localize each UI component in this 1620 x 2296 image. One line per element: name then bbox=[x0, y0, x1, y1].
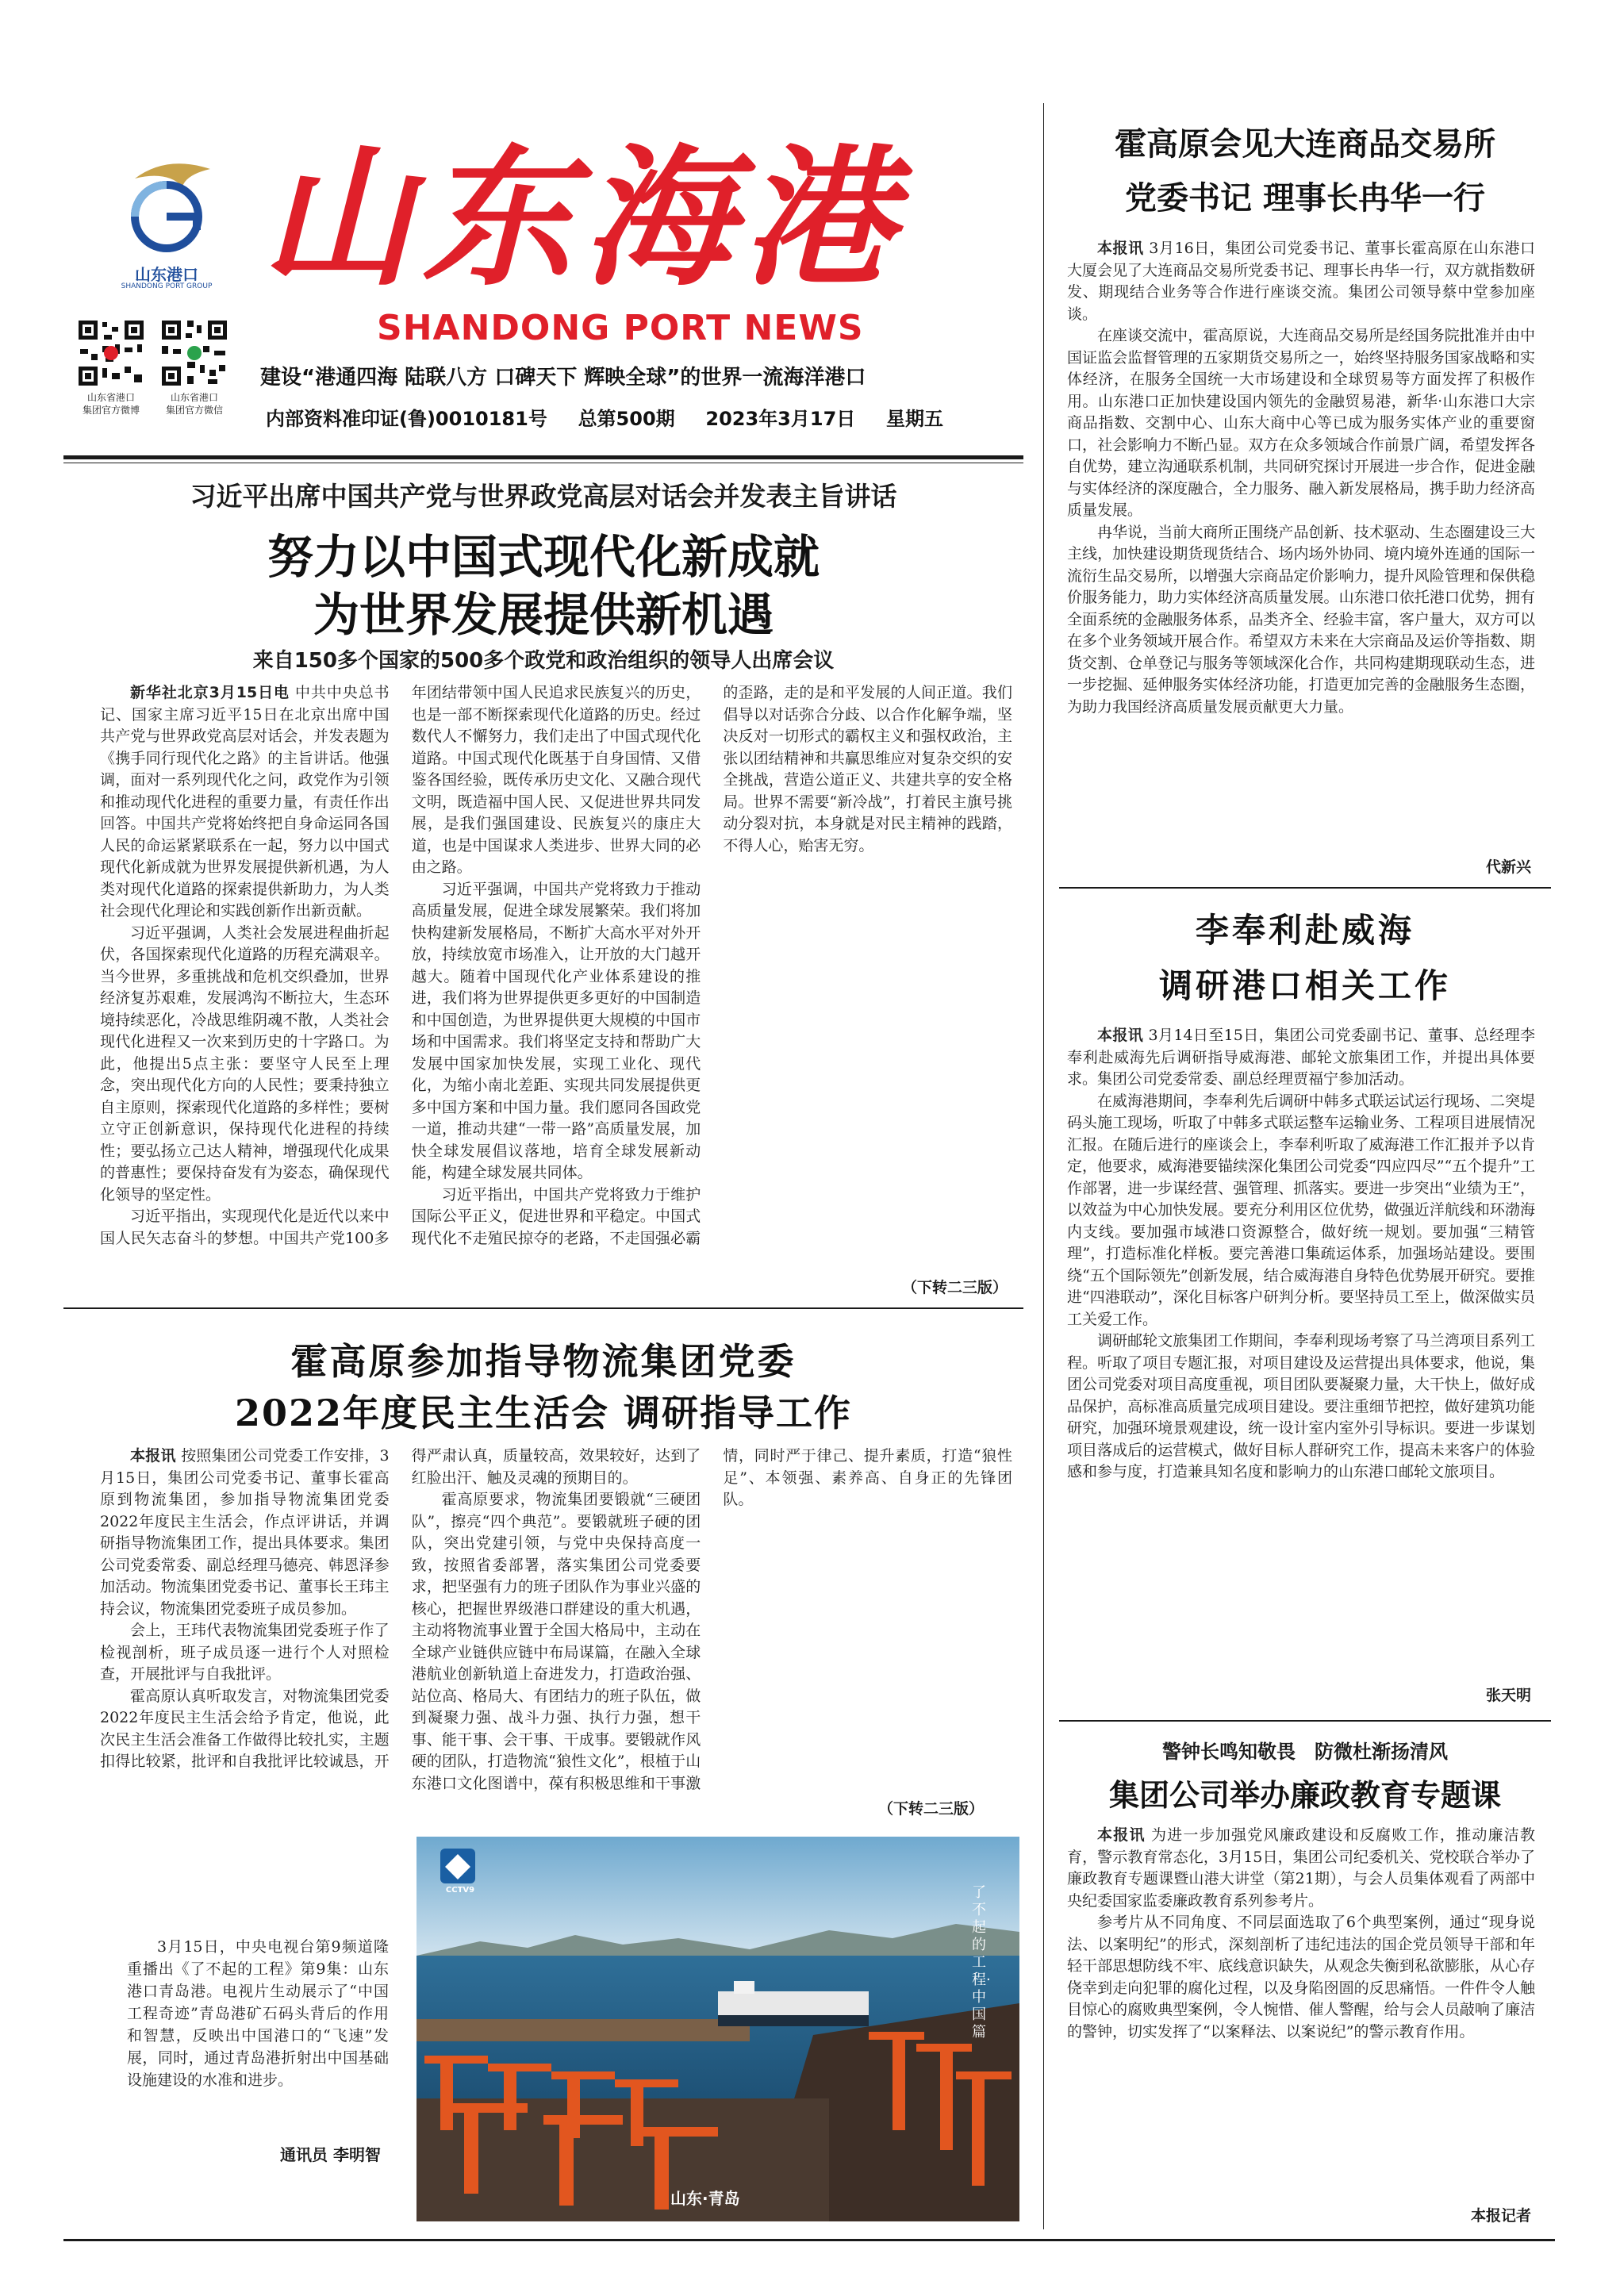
photo-overlay-brand: CCTV9 bbox=[445, 1886, 475, 1895]
logistics-article-title-line2: 2022年度民主生活会 调研指导工作 bbox=[234, 1392, 853, 1434]
logistics-article-continued[interactable]: （下转二三版） bbox=[877, 1800, 984, 1818]
logistics-article-body bbox=[100, 1446, 1012, 1795]
weihai-article-p3: 调研邮轮文旅集团工作期间，李奉利现场考察了马兰湾项目系列工程。听取了项目专题汇报，对项目建设及运营提出具体要求，他说，集团公司党委对项目高度重视，项目团队要凝聚力量，大干快上，做好成品保护，高标准高质量完成项目建设。要注重细节把控，做好建筑功能研究，加强环境景观建设，统一设计室内室外引导标识。要进一步谋划项目落成后的运营模式，做好目标人群研究工作，提高未来客户的体验感和参与度，打造兼具知名度和影响力的山东港口邮轮文旅项目。 bbox=[1067, 1332, 1535, 1480]
xi-article-kicker: 习近平出席中国共产党与世界政党高层对话会并发表主旨讲话 bbox=[190, 481, 897, 512]
logistics-article-p3: 霍高原认真听取发言，对物流集团党委2022年度民主生活会给予肯定，他说，此次民主生活会准备工作做得比较扎实，主题扣得比较紧，批评和自我批评比较诚恳，开得严肃认真，质量较高，效果较好，达到了红脸出汗、触及灵魂的预期目的。 bbox=[100, 1447, 701, 1770]
masthead-slogan: 建设“港通四海 陆联八方 口碑天下 辉映全球”的世界一流海洋港口 bbox=[260, 366, 866, 390]
dce-article-p2: 在座谈交流中，霍高原说，大连商品交易所是经国务院批准并由中国证监会监督管理的五家期货交易所之一，始终坚持服务国家战略和实体经济，在服务全国统一大市场建设和全球贸易等方面发挥了积极作用。山东港口正加快建设国内领先的金融贸易港，新华·山东港口大宗商品指数、交割中心、山东大商中心等已成为服务实体产业的重要窗口，社会影响力不断凸显。双方在众多领域合作前景广阔，希望发挥各自优势，建立沟通联系机制，共同研究探讨开展进一步合作，促进金融与实体经济的深度融合，全力服务、融入新发展格局，携手助力经济高质量发展。 bbox=[1067, 327, 1535, 519]
xi-article-lead: 新华社北京3月15日电 bbox=[130, 684, 290, 701]
integrity-article-title: 集团公司举办廉政教育专题课 bbox=[1108, 1778, 1501, 1813]
photo-overlay-vertical: 了不起的工程·中国篇 bbox=[972, 1884, 991, 2041]
logo-caption-en: SHANDONG PORT GROUP bbox=[121, 282, 213, 290]
issue-date: 2023年3月17日 bbox=[705, 408, 856, 430]
page-bottom-rule bbox=[63, 2239, 1555, 2241]
weihai-article-p2: 在威海港期间，李奉利先后调研中韩多式联运试运行现场、二突堤码头施工现场，听取了中韩多式联运整车运输业务、工程项目进展情况汇报。在随后进行的座谈会上，李奉利听取了威海港工作汇报并予以肯定，他要求，威海港要锚续深化集团公司党委“四应四尽”“五个提升”工作部署，进一步谋经营、强管理、抓落实。要进一步突出“业绩为王”，以效益为中心加快发展。要充分利用区位优势，做强近洋航线和环渤海内支线。要加强市域港口资源整合，做好统一规划。要加强“三精管理”，打造标准化样板。要完善港口集疏运体系，加强场站建设。要围绕“五个国际领先”创新发展，结合威海港自身特色优势展开研究。要推进“四港联动”，深化目标客户研判分析。要坚持员工至上，做深做实员工关爱工作。 bbox=[1067, 1092, 1535, 1328]
xi-article-title-line2: 为世界发展提供新机遇 bbox=[313, 588, 774, 642]
masthead bbox=[63, 129, 1023, 444]
dce-article-p3: 冉华说，当前大商所正围绕产品创新、技术驱动、生态圈建设三大主线，加快建设期货现货结合、场内场外协同、境内境外连通的国际一流衍生品交易所，以增强大宗商品定价影响力，提升风险管理和保供稳价服务能力，助力实体经济高质量发展。山东港口依托港口优势，拥有全面系统的金融服务体系，品类齐全、经验丰富，客户量大，双方可以在多个业务领域开展合作。希望双方未来在大宗商品及运价等指数、期货交割、仓单登记与服务等领域深化合作，共同构建期现联动生态，进一步挖掘、延伸服务实体经济功能，打造更加完善的金融服务生态圈，为助力我国经济高质量发展贡献更大力量。 bbox=[1067, 523, 1535, 716]
right-divider-2 bbox=[1059, 1720, 1551, 1722]
logistics-article-p4: 霍高原要求，物流集团要锻就“三硬团队”，擦亮“四个典范”。要锻就班子硬的团队，突出党建引领，与党中央保持高度一致，按照省委部署，落实集团公司党委要求，把坚强有力的班子团队作为事业兴盛的核心，把握世界级港口群建设的重大机遇，主动将物流事业置于全国大格局中，主动在全球产业链供应链中布局谋篇，在融入全球港航业创新轨道上奋进发力，打造政治强、站位高、格局大、有团结力的班子队伍，做到凝聚力强、战斗力强、执行力强，想干事、能干事、会干事、干成事。要锻就作风硬的团队，打造物流“狼性文化”，根植于山东港口文化图谱中，葆有积极思维和干事激情，同时严于律己、提升素质，打造“狼性足”、本领强、素养高、自身正的先锋团队。 bbox=[411, 1447, 1012, 1792]
logistics-article-p2: 会上，王玮代表物流集团党委班子作了检视剖析，班子成员逐一进行个人对照检查，开展批评与自我批评。 bbox=[100, 1622, 390, 1683]
issue-weekday: 星期五 bbox=[886, 408, 944, 430]
weihai-article-title-line2: 调研港口相关工作 bbox=[1158, 966, 1451, 1005]
logistics-article-title-line1: 霍高原参加指导物流集团党委 bbox=[290, 1340, 797, 1383]
xi-article-continued[interactable]: （下转二三版） bbox=[901, 1279, 1008, 1296]
right-column-divider bbox=[1043, 103, 1044, 2229]
weihai-article-title-line1: 李奉利赴威海 bbox=[1195, 911, 1415, 950]
qingdao-port-photo bbox=[417, 1837, 1019, 2221]
photo-credit: 通讯员 李明智 bbox=[280, 2145, 381, 2164]
integrity-article-body bbox=[1067, 1825, 1535, 2206]
dce-article-body bbox=[1067, 238, 1535, 849]
integrity-article-byline: 本报记者 bbox=[1470, 2207, 1531, 2225]
masthead-title-cn: 山东海港 bbox=[262, 129, 904, 306]
qr-caption-wechat-1: 山东省港口 bbox=[170, 392, 218, 403]
photo-caption bbox=[127, 1936, 389, 2134]
dce-article-lead: 本报讯 bbox=[1097, 240, 1144, 257]
xi-article-body bbox=[100, 682, 1012, 1269]
masthead-title-en: SHANDONG PORT NEWS bbox=[377, 308, 864, 348]
xi-article-subtitle: 来自150多个国家的500多个政党和政治组织的领导人出席会议 bbox=[252, 649, 835, 673]
xi-article-p4: 习近平强调，中国共产党将致力于推动高质量发展，促进全球发展繁荣。我们将加快构建新发展格局，不断扩大高水平对外开放，持续放宽市场准入，让开放的大门越开越大。随着中国现代化产业体系建设的推进，我们将为世界提供更多更好的中国制造和中国创造，为世界提供更大规模的中国市场和中国需求。我们将坚定支持和帮助广大发展中国家加快发展，实现工业化、现代化，为缩小南北差距、实现共同发展提供更多中国方案和中国力量。我们愿同各国政党一道，推动共建“一带一路”高质量发展，加快全球发展倡议落地，培育全球发展新动能，构建全球发展共同体。 bbox=[411, 880, 701, 1181]
dce-article-byline: 代新兴 bbox=[1485, 858, 1531, 876]
shandong-port-logo bbox=[111, 155, 222, 266]
integrity-article-p2: 参考片从不同角度、不同层面选取了6个典型案例，通过“现身说法、以案明纪”的形式，深刻剖析了违纪违法的国企党员领导干部和年轻干部思想防线不牢、底线意识缺失，从观念失衡到私欲膨胀，从心存侥幸到走向犯罪的腐化过程，以及身陷囹圄的反思痛悟。一件件令人触目惊心的腐败典型案例，令人惋惜、催人警醒，给与会人员敲响了廉洁的警钟，切实发挥了“以案释法、以案说纪”的警示教育作用。 bbox=[1067, 1914, 1535, 2041]
dce-article-p1: 3月16日，集团公司党委书记、董事长霍高原在山东港口大厦会见了大连商品交易所党委书记、理事长冉华一行，双方就指数研发、期现结合业务等合作进行座谈交流。集团公司领导蔡中堂参加座谈。 bbox=[1067, 240, 1535, 323]
masthead-info-line bbox=[266, 403, 943, 431]
xi-article-title-line1: 努力以中国式现代化新成就 bbox=[267, 530, 820, 584]
xi-article-p2: 习近平强调，人类社会发展进程曲折起伏，各国探索现代化道路的历程充满艰辛。当今世界，多重挑战和危机交织叠加，世界经济复苏艰难，发展鸿沟不断拉大，生态环境持续恶化，冷战思维阴魂不散，人类社会现代化进程又一次来到历史的十字路口。为此，他提出5点主张：要坚守人民至上理念，突出现代化方向的人民性；要秉持独立自主原则，探索现代化道路的多样性；要树立守正创新意识，保持现代化进程的持续性；要弘扬立己达人精神，增强现代化成果的普惠性；要保持奋发有为姿态，确保现代化领导的坚定性。 bbox=[100, 923, 390, 1204]
xi-article-p5: 习近平指出，中国共产党将致力于维护国际公平正义，促进世界和平稳定。中国式现代化不走殖民掠夺的老路，不走国强必霸的歪路，走的是和平发展的人间正道。我们倡导以对话弥合分歧、以合作化解争端，坚决反对一切形式的霸权主义和强权政治，主张以团结精神和共赢思维应对复杂交织的安全挑战，营造公道正义、共建共享的安全格局。世界不需要“新冷战”，打着民主旗号挑动分裂对抗，本身就是对民主精神的践踏，不得人心，贻害无穷。 bbox=[411, 684, 1012, 1247]
qr-code-weibo[interactable] bbox=[75, 317, 147, 389]
dce-article-title-line1: 霍高原会见大连商品交易所 bbox=[1115, 125, 1495, 163]
weihai-article-body bbox=[1067, 1025, 1535, 1684]
qr-caption-wechat-2: 集团官方微信 bbox=[165, 405, 223, 416]
dce-article-title-line2: 党委书记 理事长冉华一行 bbox=[1125, 179, 1485, 217]
weihai-article-byline: 张天明 bbox=[1485, 1687, 1531, 1704]
registration-number: 内部资料准印证(鲁)0010181号 bbox=[266, 408, 547, 430]
photo-overlay-place: 山东·青岛 bbox=[670, 2189, 740, 2208]
weihai-article-p1: 3月14日至15日，集团公司党委副书记、董事、总经理李奉利赴威海先后调研指导威海港、邮轮文旅集团工作，并提出具体要求。集团公司党委常委、副总经理贾福宁参加活动。 bbox=[1067, 1027, 1535, 1088]
photo-caption-text: 3月15日，中央电视台第9频道隆重播出《了不起的工程》第9集：山东港口青岛港。电视片生动展示了“中国工程奇迹”青岛港矿石码头背后的作用和智慧，反映出中国港口的“飞速”发展，同时，通过青岛港折射出中国基础设施建设的水准和进步。 bbox=[127, 1938, 389, 2089]
issue-number: 总第500期 bbox=[578, 408, 675, 430]
integrity-article-kicker: 警钟长鸣知敬畏 防微杜渐扬清风 bbox=[1162, 1741, 1448, 1763]
integrity-article-lead: 本报讯 bbox=[1097, 1826, 1146, 1844]
logo-caption-cn: 山东港口 bbox=[135, 265, 198, 284]
xi-article-p1: 中共中央总书记、国家主席习近平15日在北京出席中国共产党与世界政党高层对话会，并发表题为《携手同行现代化之路》的主旨讲话。他强调，面对一系列现代化之问，政党作为引领和推动现代化进程的重要力量，有责任作出回答。中国共产党将始终把自身命运同各国人民的命运紧紧联系在一起，努力以中国式现代化新成就为世界发展提供新机遇，为人类对现代化道路的探索提供新助力，为人类社会现代化理论和实践创新作出新贡献。 bbox=[100, 684, 390, 920]
qr-caption-weibo-1: 山东省港口 bbox=[86, 392, 135, 403]
right-divider-1 bbox=[1059, 887, 1551, 889]
masthead-bottom-rule-thick bbox=[63, 455, 1023, 459]
logistics-article-lead: 本报讯 bbox=[130, 1447, 176, 1465]
weihai-article-lead: 本报讯 bbox=[1097, 1027, 1144, 1044]
integrity-article-p1: 为进一步加强党风廉政建设和反腐败工作，推动廉洁教育，警示教育常态化，3月15日，集团公司纪委机关、党校联合举办了廉政教育专题课暨山港大讲堂（第21期），与会人员集体观看了两部中央纪委国家监委廉政教育系列参考片。 bbox=[1067, 1826, 1535, 1910]
logistics-article-p1: 按照集团公司党委工作安排，3月15日，集团公司党委书记、董事长霍高原到物流集团，参加指导物流集团党委2022年度民主生活会，作点评讲话，并调研指导物流集团工作，提出具体要求。集团公司党委常委、副总经理马德亮、韩恩泽参加活动。物流集团党委书记、董事长王玮主持会议，物流集团党委班子成员参加。 bbox=[100, 1447, 390, 1618]
section-divider-1 bbox=[63, 1307, 1023, 1309]
xi-article-p3: 习近平指出，实现现代化是近代以来中国人民矢志奋斗的梦想。中国共产党100多年团结带领中国人民追求民族复兴的历史，也是一部不断探索现代化道路的历史。经过数代人不懈努力，我们走出了中国式现代化道路。中国式现代化既基于自身国情、又借鉴各国经验，既传承历史文化、又融合现代文明，既造福中国人民、又促进世界共同发展，是我们强国建设、民族复兴的康庄大道，也是中国谋求人类进步、世界大同的必由之路。 bbox=[100, 684, 701, 1247]
qr-code-wechat[interactable] bbox=[159, 317, 230, 389]
qr-caption-weibo-2: 集团官方微博 bbox=[82, 405, 140, 416]
